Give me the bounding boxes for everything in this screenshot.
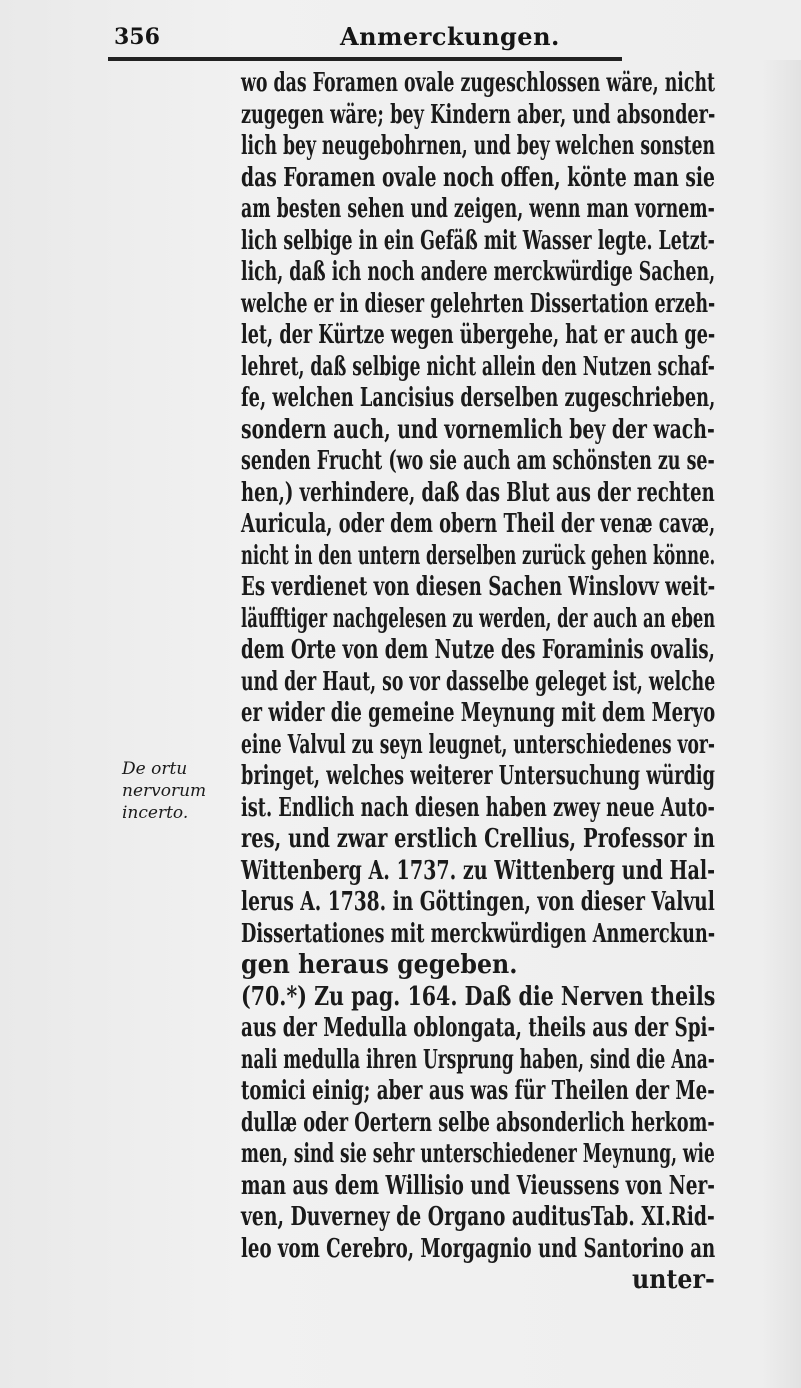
marginal-note-line: nervorum: [122, 781, 207, 801]
text-line: wo das Foramen ovale zugeschlossen wäre, nicht: [241, 68, 716, 98]
text-line: lich, daß ich noch andere merckwürdige Sachen,: [241, 257, 716, 287]
text-line: Dissertationes mit merckwürdigen Anmerckun-: [241, 918, 716, 949]
text-line: res, und zwar erstlich Crellius, Professor in: [241, 824, 715, 854]
text-line: lerus A. 1738. in Göttingen, von dieser Valvul: [241, 887, 715, 917]
text-line: dullæ oder Oertern selbe absonderlich herkom-: [241, 1107, 715, 1138]
text-line: Wittenberg A. 1737. zu Wittenberg und Hal-: [241, 855, 716, 886]
text-line: nali medulla ihren Ursprung haben, sind die Ana-: [241, 1044, 715, 1075]
marginal-note-line: De ortu: [122, 759, 188, 779]
running-head: Anmerckungen.: [340, 22, 560, 51]
text-line: eine Valvul zu seyn leugnet, unterschiedenes vor-: [241, 729, 716, 760]
text-line: lehret, daß selbige nicht allein den Nutzen schaf-: [241, 351, 715, 382]
text-line: Auricula, oder dem obern Theil der venæ cavæ,: [241, 509, 716, 539]
text-line: das Foramen ovale noch offen, könte man sie: [241, 162, 715, 193]
text-line: dem Orte von dem Nutze des Foraminis ovalis,: [241, 635, 715, 665]
text-line: lich selbige in ein Gefäß mit Wasser legte. Letzt-: [241, 225, 715, 256]
text-line: Es verdienet von diesen Sachen Winslovv weit-: [241, 572, 716, 602]
page-edge-shadow: [761, 60, 801, 1388]
text-line: zugegen wäre; bey Kindern aber, und absonder-: [241, 99, 716, 130]
text-line: tomici einig; aber aus was für Theilen der Me-: [241, 1076, 715, 1106]
text-line: senden Frucht (wo sie auch am schönsten zu se-: [241, 446, 715, 476]
text-line: fe, welchen Lancisius derselben zugeschrieben,: [241, 383, 716, 413]
text-line: gen heraus gegeben.: [241, 950, 518, 980]
text-line: welche er in dieser gelehrten Dissertation erzeh-: [241, 288, 716, 319]
text-line: ven, Duverney de Organo auditusTab. XI.Rid-: [241, 1202, 715, 1232]
text-line: er wider die gemeine Meynung mit dem Meryo: [241, 698, 716, 728]
text-line: (70.*) Zu pag. 164. Daß die Nerven theils: [241, 981, 716, 1012]
text-line: hen,) verhindere, daß das Blut aus der rechten: [241, 477, 715, 508]
text-line: bringet, welches weiterer Untersuchung würdig: [241, 761, 715, 791]
text-line: lich bey neugebohrnen, und bey welchen sonsten: [241, 131, 716, 161]
text-line: am besten sehen und zeigen, wenn man vornem-: [241, 194, 715, 224]
text-line: leo vom Cerebro, Morgagnio und Santorino an: [241, 1233, 716, 1264]
marginal-note-line: incerto.: [122, 803, 189, 823]
page-header: [108, 18, 708, 58]
text-line: let, der Kürtze wegen übergehe, hat er auch ge-: [241, 320, 716, 350]
text-line: sondern auch, und vornemlich bey der wach-: [241, 414, 715, 445]
text-line: ist. Endlich nach diesen haben zwey neue Auto-: [241, 792, 715, 823]
text-line: und der Haut, so vor dasselbe geleget ist, welche: [241, 666, 716, 697]
text-line: aus der Medulla oblongata, theils aus der Spi-: [241, 1013, 716, 1043]
text-line: men, sind sie sehr unterschiedener Meynung, wie: [241, 1139, 715, 1169]
page-number: 356: [114, 24, 160, 50]
text-line: man aus dem Willisio und Vieussens von Ner-: [241, 1170, 715, 1201]
text-line: nicht in den untern derselben zurück gehen könne.: [241, 540, 716, 571]
text-line: läufftiger nachgelesen zu werden, der auch an eben: [241, 603, 716, 634]
header-rule: [108, 57, 622, 61]
text-line: unter-: [632, 1265, 715, 1295]
marginal-note: [122, 758, 206, 824]
